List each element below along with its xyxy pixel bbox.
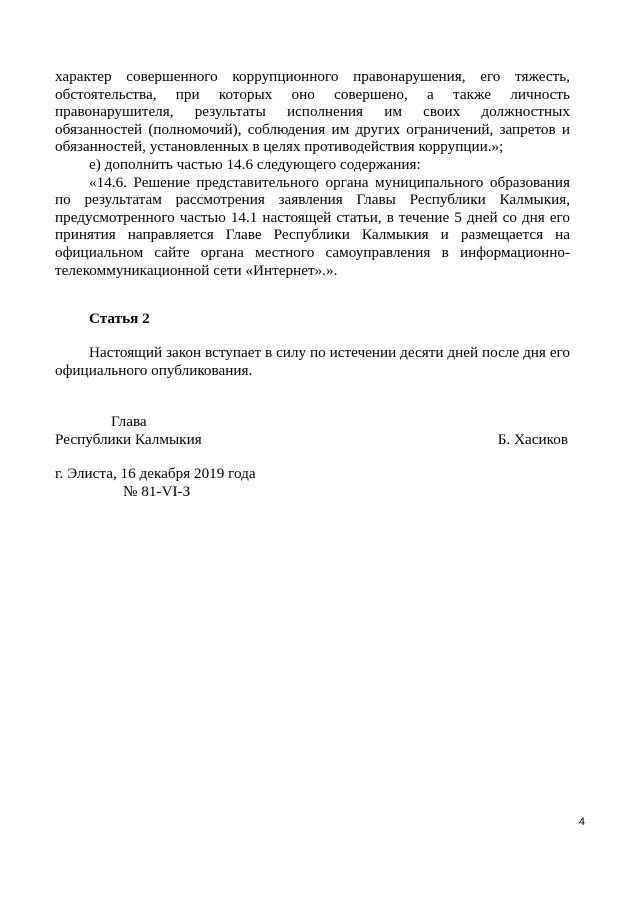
- signature-title-line1: Глава: [111, 413, 147, 430]
- paragraph-1: характер совершенного коррупционного правонарушения, его тяжесть, обстоятельства, при которых оно совершено, а также личность правонарушителя, результаты исполнения им своих должностных обязанностей (полномочий), соблюдения им других ограничений, запретов и обязанностей, установленных в целях противодействия коррупции.»;: [55, 68, 570, 156]
- document-number: № 81-VI-З: [123, 483, 191, 500]
- place-date: г. Элиста, 16 декабря 2019 года: [55, 465, 256, 482]
- article-2-text: Настоящий закон вступает в силу по истечении десяти дней после дня его официального опубликования.: [55, 344, 570, 379]
- signatory-name: Б. Хасиков: [497, 431, 568, 448]
- article-2-title: Статья 2: [89, 310, 150, 327]
- article-2-body: [55, 344, 570, 379]
- body-text: [55, 68, 570, 279]
- signature-title-line2: Республики Калмыкия: [55, 431, 202, 448]
- paragraph-3: «14.6. Решение представительного органа муниципального образования по результатам рассмотрения заявления Главы Республики Калмыкия, предусмотренного частью 14.1 настоящей статьи, в течение 5 дней со дня его принятия направляется Главе Республики Калмыкия и размещается на официальном сайте органа местного самоуправления в информационно-телекоммуникационной сети «Интернет».».: [55, 173, 570, 279]
- paragraph-2: е) дополнить частью 14.6 следующего содержания:: [89, 155, 421, 173]
- page-number: 4: [578, 816, 585, 828]
